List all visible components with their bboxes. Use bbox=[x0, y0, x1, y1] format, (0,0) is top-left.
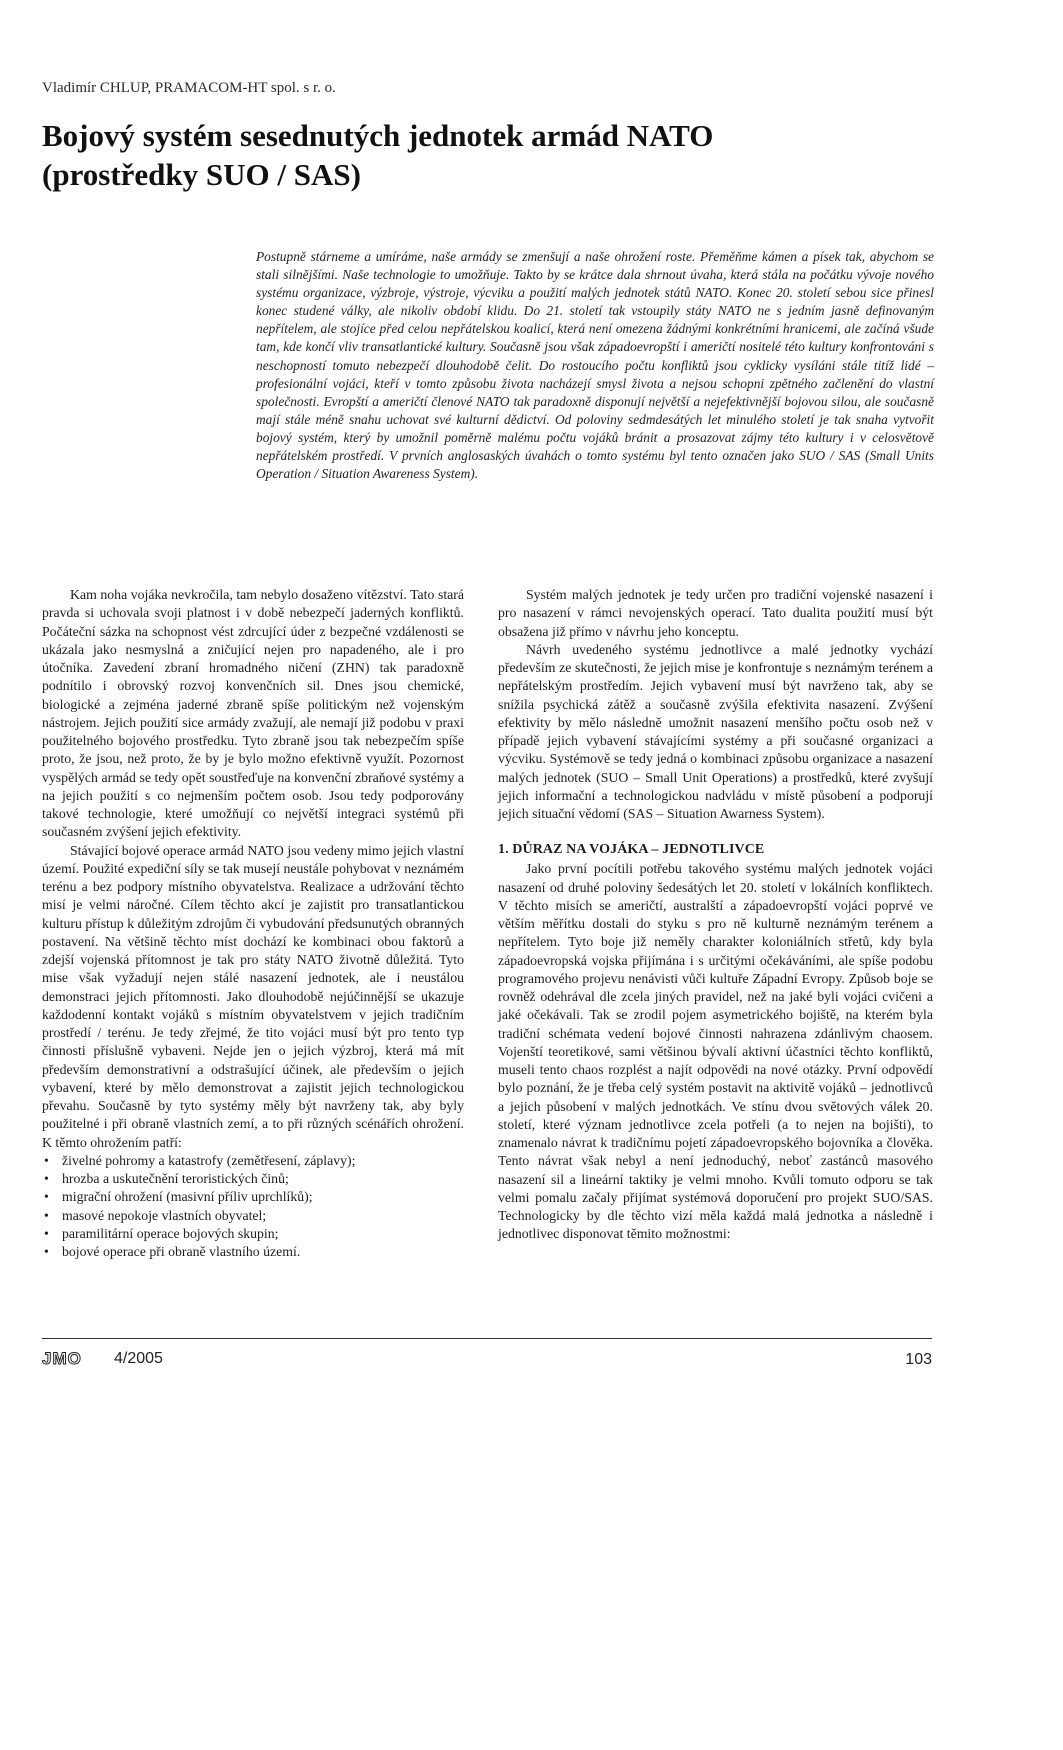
list-item: • hrozba a uskutečnění teroristických činů; bbox=[42, 1170, 464, 1188]
page-number: 103 bbox=[905, 1351, 932, 1368]
paragraph: Systém malých jednotek je tedy určen pro tradiční vojenské nasazení i pro nasazení v rámci nevojenských operací. Tato dualita použití musí být obsažena již přímo v návrhu jeho konceptu. bbox=[498, 587, 933, 639]
paragraph: Stávající bojové operace armád NATO jsou vedeny mimo jejich vlastní území. Použité expediční síly se tak musejí neustále pohybovat v neznámém terénu a bez podpory místního obyvatelstva. Realizace a udržování těchto misí je velmi náročné. Cílem těchto akcí je zajistit pro transatlantickou kulturu přístup k důležitým zdrojům či vybudování předsunutých obranných postavení. Na většině těchto míst dochází ke kombinaci obou faktorů a zdejší vojenská přítomnost je tak pro státy NATO životně důležitá. Tyto mise však vyžadují nejen stálé nasazení jednotek, ale i neustálou demonstraci jejich přítomnosti. Jako dlouhodobě nejúčinnější se ukazuje každodenní kontakt vojáků s místním obyvatelstvem v jejich tradičním prostředí / terénu. Je tedy zřejmé, že tito vojáci musí být pro tento typ činnosti příslušně vybaveni. Nejde jen o jejich výzbroj, která má mít především demonstrativní a odstrašující účinek, ale především o jejich vybavení, které by mělo demonstrovat a zajistit jejich technologickou převahu. Současně by tyto systémy měly být navrženy tak, aby byly použitelné i při obraně vlastních zemí, a to při různých scénářích ohrožení. K těmto ohrožením patří: bbox=[42, 842, 464, 1150]
abstract: Postupně stárneme a umíráme, naše armády se zmenšují a naše ohrožení roste. Přeměňme kámen a písek tak, abychom se stali silnějšími. Naše technologie to umožňuje. Takto by se krátce dala shrnout úvaha, která stála na počátku vývoje nového systému organizace, výzbroje, výstroje, výcviku a použití malých jednotek států NATO. Konec 20. století sebou sice přinesl konec studené války, ale nikoliv období klidu. Do 21. století tak vstoupily státy NATO ne s jedním jasně definovaným nepřítelem, ale stojíce před celou nepřátelskou koalicí, která není omezena žádnými konkrétními hranicemi, ale začíná všude tam, kde končí vliv transatlantické kultury. Současně jsou však západoevropští i američtí nositelé této kultury konfrontováni s neschopností tomuto nebezpečí dlouhodobě čelit. Do rostoucího počtu konfliktů jsou cyklicky vysíláni stále titíž lidé – profesionální vojáci, kteří v tomto způsobu života nacházejí smysl života a nejsou schopni zpětného začlenění do vlastní společnosti. Evropští a američtí členové NATO tak paradoxně disponují největší a nejefektivnější bojovou silou, ale současně mají stále méně snahu uchovat své kulturní dědictví. Od poloviny sedmdesátých let minulého století je tak snaha vytvořit bojový systém, který by umožnil poměrně malému počtu vojáků bránit a prosazovat zájmy této kultury i v celosvětově nepřátelském prostředí. V prvních anglosaských úvahách o tomto systému byl tento označen jako SUO / SAS (Small Units Operation / Situation Awareness System). bbox=[256, 249, 934, 482]
title-line-2: (prostředky SUO / SAS) bbox=[42, 157, 361, 192]
list-item: • paramilitární operace bojových skupin; bbox=[42, 1225, 464, 1243]
list-item: • migrační ohrožení (masivní příliv uprchlíků); bbox=[42, 1188, 464, 1206]
list-item: • bojové operace při obraně vlastního území. bbox=[42, 1243, 464, 1261]
issue-number: 4/2005 bbox=[114, 1350, 163, 1367]
threat-list bbox=[42, 1152, 464, 1262]
section-heading: 1. DŮRAZ NA VOJÁKA – JEDNOTLIVCE bbox=[498, 842, 765, 858]
left-column bbox=[42, 586, 464, 1261]
paragraph: Návrh uvedeného systému jednotlivce a malé jednotky vychází především ze skutečnosti, že jejich mise je konfrontuje s neznámým terénem a nepřátelským prostředím. Jejich vybavení musí být navrženo tak, aby se snížila psychická zátěž a současně zvýšila efektivita nasazení. Zvýšení efektivity by mělo následně umožnit nasazení menšího počtu osob než v případě jejich vybavení stávajícími systémy a při současné organizaci a výcviku. Systémově se tedy jedná o kombinaci způsobu organizace a nasazení malých jednotek (SUO – Small Unit Operations) a prostředků, které zvyšují jejich informační a technologickou nadvládu v místě působení a podporují jejich situační vědomí (SAS – Situation Awarness System). bbox=[498, 641, 933, 821]
list-item: • masové nepokoje vlastních obyvatel; bbox=[42, 1207, 464, 1225]
paragraph: Kam noha vojáka nevkročila, tam nebylo dosaženo vítězství. Tato stará pravda si uchovala svoji platnost i v době nebezpečí jaderných konfliktů. Počáteční sázka na schopnost vést zdrcující úder z bezpečné vzdálenosti se ukázala jako nesmyslná a zničující nejen pro napadeného, ale i pro útočníka. Zavedení zbraní hromadného ničení (ZHN) tak paradoxně podnítilo i obrovský rozvoj konvenčních sil. Dnes jsou chemické, biologické a zejména jaderné zbraně spíše politickým než vojenským nástrojem. Jejich použití sice armády zvažují, ale nemají již podobu v praxi použitelného bojového prostředku. Tyto zbraně jsou tak nebezpečím spíše proto, že jsou, než proto, že by je bylo možno efektivně využít. Pozornost vyspělých armád se tedy opět soustřeďuje na konvenční zbraňové systémy a na jejich použití s co nejmenším počtem osob. Jsou tedy podporovány takové technologie, které umožňují co největší integraci systémů při současném zvýšení jejich efektivity. bbox=[42, 587, 464, 840]
journal-logo: JMO bbox=[42, 1349, 82, 1368]
paragraph: Jako první pocítili potřebu takového systému malých jednotek vojáci nasazení od druhé poloviny šedesátých let 20. století v lokálních konfliktech. V těchto misích se američtí, australští a západoevropští vojáci poprvé ve větším měřítku dostali do styku s pro ně kulturně neznámým terénem a nepřítelem. Tyto boje již neměly charakter koloniálních střetů, kdy byla západoevropská vojska přijímána i s určitými očekáváními, ale spíše podobu programového projevu nenávisti vůči kultuře Západní Evropy. Způsob boje se rovněž odehrával dle zcela jiných pravidel, než na jaké byli vojáci cvičeni a jaké očekávali. Tak se zrodil pojem asymetrického bojiště, na kterém byla tradiční schémata vedení bojové činnosti nahrazena zdánlivým chaosem. Vojenští teoretikové, sami většinou bývalí aktivní účastníci těchto konfliktů, museli tento chaos rozplést a najít odpovědi na nové otázky. První odpovědí bylo poznání, že je třeba celý systém postavit na aktivitě vojáků – jednotlivců a jejich působení v malých jednotkách. Ve stínu dvou světových válek 20. století, které význam jednotlivce zcela potřeli (a to nejen na bojišti), to znamenalo návrat k tradičnímu pojetí západoevropského bojovníka a člověka. Tento návrat však nebyl a není jednoduchý, neboť zastánců masového nasazení sil a lineární taktiky je velmi mnoho. Kvůli tomuto odporu se tak velmi pomalu začaly přijímat systémová doporučení pro projekt SUO/SAS. Technologicky by dle těchto vizí měla každá malá jednotka a následně i jednotlivec disponovat těmito možnostmi: bbox=[498, 861, 933, 1242]
right-column bbox=[498, 586, 933, 1244]
footer-rule bbox=[42, 1338, 932, 1339]
list-item: • živelné pohromy a katastrofy (zemětřesení, záplavy); bbox=[42, 1152, 464, 1170]
title-line-1: Bojový systém sesednutých jednotek armád NATO bbox=[42, 118, 714, 153]
author-line: Vladimír CHLUP, PRAMACOM-HT spol. s r. o. bbox=[42, 80, 336, 96]
article-title bbox=[42, 116, 942, 194]
